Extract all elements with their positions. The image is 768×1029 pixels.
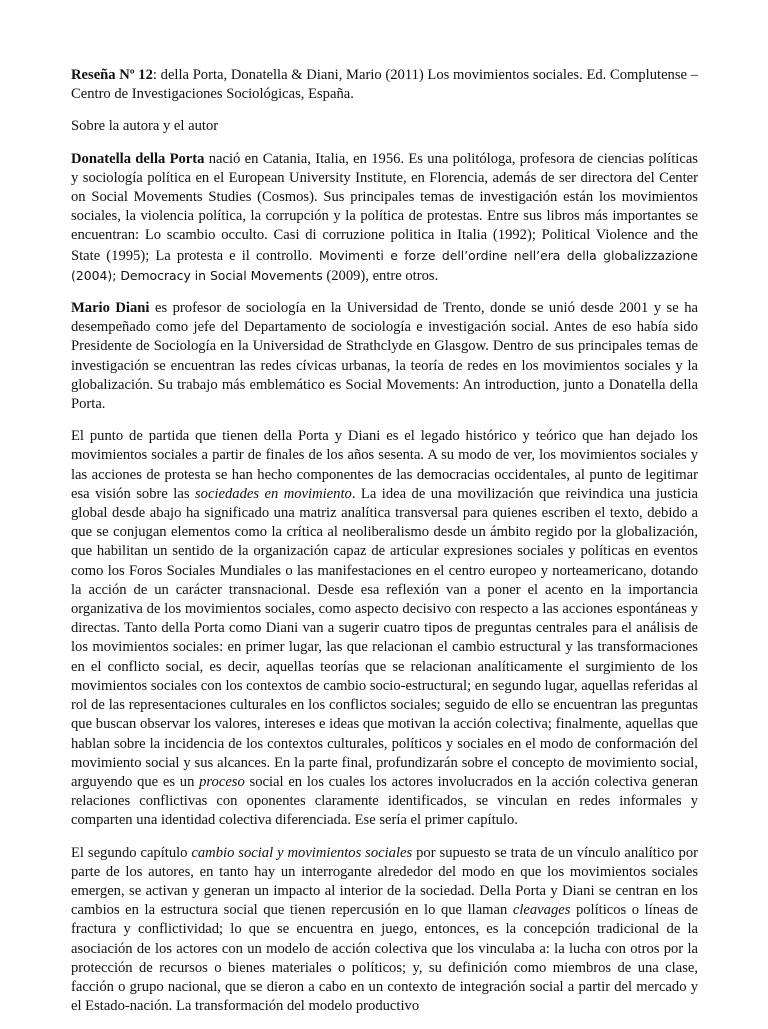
- paragraph-text-sans: . Movimenti e forze dell’ordine nell’era della globalizzazione (2004); Democracy in Social Movements: [71, 247, 698, 283]
- paragraph-segundo-capitulo: [71, 844, 698, 1017]
- review-number: Reseña Nº 12: [71, 67, 153, 83]
- paragraph-text: social en los cuales los actores involucrados en la acción colectiva generan relaciones conflictivas con oponentes claramente identificados, se vinculan en redes informales y comparten una identidad colectiva diferenciada. Ese sería el primer capítulo.: [71, 773, 698, 829]
- author-name-della-porta: Donatella della Porta: [71, 150, 205, 167]
- paragraph-text: (2009), entre otros.: [322, 267, 439, 284]
- paragraph-punto-de-partida: [71, 427, 698, 830]
- citation-text: : della Porta, Donatella & Diani, Mario (2011) Los movimientos sociales. Ed. Complutense – Centro de Investigaciones Sociológicas, España.: [71, 67, 698, 103]
- italic-term: sociedades en movimiento: [194, 485, 352, 502]
- section-heading-text: Sobre la autora y el autor: [71, 118, 219, 135]
- paragraph-text: . La idea de una movilización que reivindica una justicia global desde abajo ha significado una matriz analítica transversal para quienes escriben el texto, debido a que se conjugan elementos como la crítica al neoliberalismo desde un ámbito regido por la globalización, que habilitan un sentido de la organización capaz de articular expresiones sociales y políticas en eventos como los Foros Sociales Mundiales o las manifestaciones en el centro europeo y norteamericano, dotando la acción de un carácter transnacional. Desde esa reflexión van a poner el acento en la importancia organizativa de los movimientos sociales, como aspecto decisivo con respecto a las acciones espontáneas y directas. Tanto della Porta como Diani van a sugerir cuatro tipos de preguntas centrales para el análisis de los movimientos sociales: en primer lugar, las que relacionan el cambio estructural y las transformaciones en el conflicto social, es decir, aquellas teorías que se relacionan analíticamente el surgimiento de los movimientos sociales con los contextos de cambio socio-estructural; en segundo lugar, aquellas referidas al rol de las representaciones culturales en los conflictos sociales; seguido de ello se encuentran las preguntas que buscan observar los valores, intereses e ideas que motivan la acción colectiva; finalmente, aquellas que hablan sobre la incidencia de los contextos culturales, políticos y sociales en el modo de conformación del movimiento social y sus alcances. En la parte final, profundizarán sobre el concepto de movimiento social, arguyendo que es un: [71, 485, 698, 790]
- paragraph-della-porta: [71, 150, 698, 286]
- paragraph-text: nació en Catania, Italia, en 1956. Es una politóloga, profesora de ciencias políticas y sociología política en el European University Institute, en Florencia, además de ser directora del Center on Social Movements Studies (Cosmos). Sus principales temas de investigación están los movimientos sociales, la violencia política, la corrupción y la política de protestas. Entre sus libros más importantes se encuentran: Lo scambio occulto. Casi di corruzione politica in Italia (1992); Political Violence and the State (1995); La protesta e il controllo: [71, 150, 698, 264]
- paragraph-text: políticos o líneas de fractura y conflictividad; lo que se encuentra en juego, entonces, es la concepción tradicional de la asociación de los actores con un modelo de acción colectiva que los vinculaba a: la lucha con otros por la protección de recursos o bienes materiales o políticos; y, su definición como miembros de una clase, facción o grupo nacional, que se dieron a cabo en un contexto de integración social a partir del mercado y el Estado-nación. La transformación del modelo productivo: [71, 902, 698, 1015]
- section-heading: [71, 117, 698, 136]
- paragraph-text: por supuesto se trata de un vínculo analítico por parte de los autores, en tanto hay un interrogante alrededor del modo en que los movimientos sociales emergen, se activan y generan un impacto al interior de la sociedad. Della Porta y Diani se centran en los cambios en la estructura social que tienen repercusión en lo que llaman: [71, 844, 698, 919]
- document-page: [71, 66, 698, 1029]
- citation-paragraph: [71, 66, 698, 104]
- paragraph-text: es profesor de sociología en la Universidad de Trento, donde se unió desde 2001 y se ha desempeñado como jefe del Departamento de sociología e investigación social. Antes de eso había sido Presidente de Sociología en la Universidad de Strathclyde en Glasgow. Dentro de sus principales temas de investigación se encuentran las redes cívicas urbanas, la teoría de redes en los movimientos sociales y la globalización. Su trabajo más emblemático es Social Movements: An introduction, junto a Donatella della Porta.: [71, 300, 698, 413]
- author-name-diani: Mario Diani: [71, 300, 150, 317]
- paragraph-diani: [71, 299, 698, 414]
- italic-term: cleavages: [512, 902, 571, 919]
- italic-term: cambio social y movimientos sociales: [191, 844, 413, 861]
- italic-term: proceso: [199, 773, 245, 790]
- paragraph-text: El segundo capítulo: [71, 844, 192, 861]
- paragraph-text: El punto de partida que tienen della Porta y Diani es el legado histórico y teórico que han dejado los movimientos sociales a partir de finales de los años sesenta. A su modo de ver, los movimientos sociales y las acciones de protesta se han hecho componentes de las democracias occidentales, al punto de legitimar esa visión sobre las: [71, 428, 698, 502]
